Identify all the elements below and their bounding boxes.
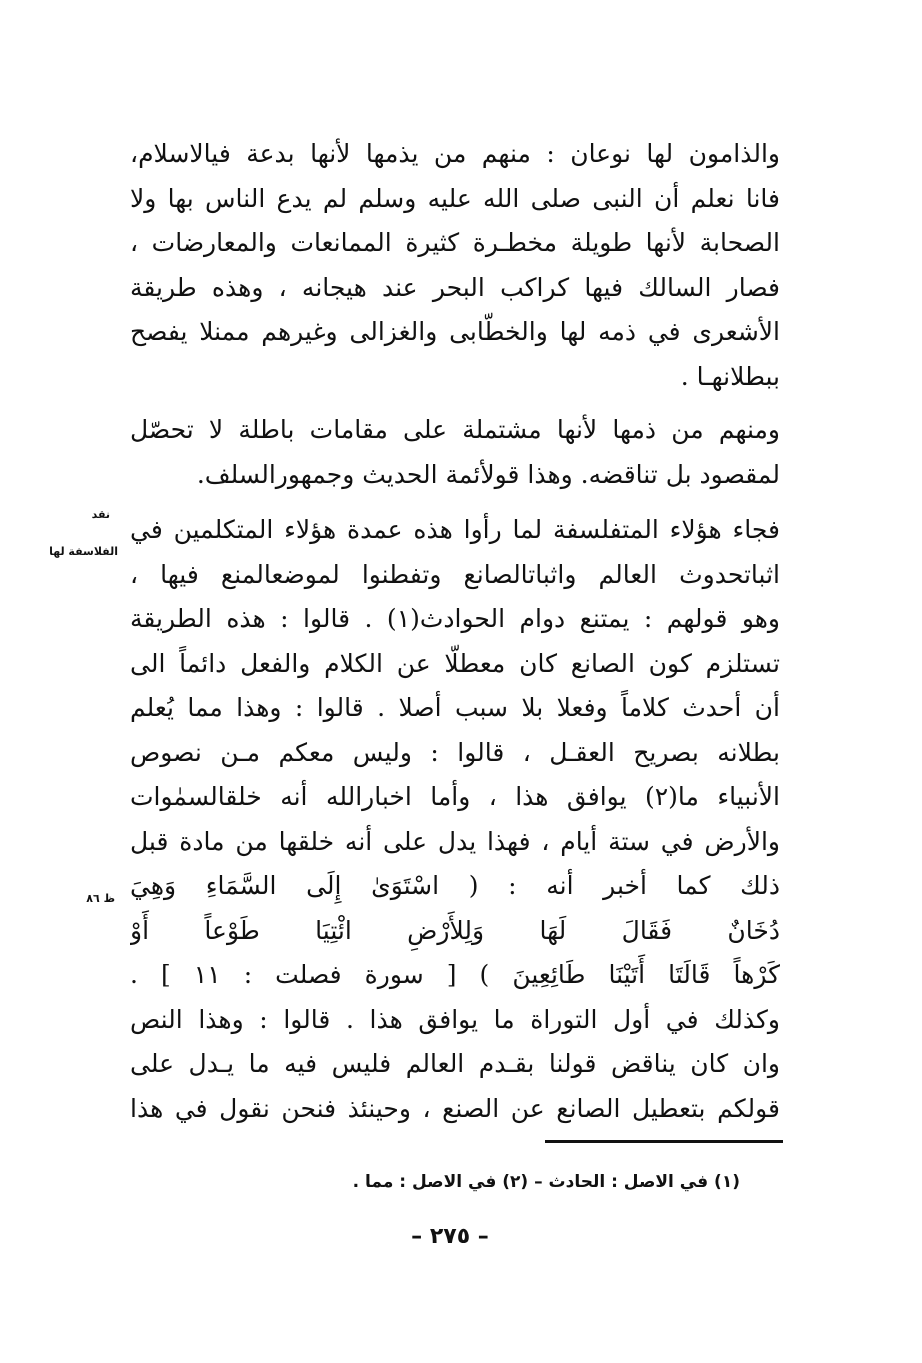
text-line: قولكم بتعطيل الصانع عن الصنع ، وحينئذ فنحن نقول في هذا <box>130 1093 780 1123</box>
footnote-separator <box>545 1140 783 1143</box>
paragraph-3 <box>130 508 780 1131</box>
text-line: والذامون لها نوعان : منهم من يذمها لأنها بدعة فيالاسلام، <box>130 139 780 168</box>
margin-note-critique: نقد <box>91 508 110 521</box>
margin-note-folio: ظ ٨٦ <box>86 892 115 905</box>
text-line: وان كان يناقض قولنا بقـدم العالم فليس فيه ما يـدل على <box>130 1049 780 1078</box>
paragraph-2 <box>130 408 780 497</box>
text-line: فانا نعلم أن النبى صلى الله عليه وسلم لم يدع الناس بها ولا <box>130 183 780 213</box>
text-line: ببطلانهـا . <box>680 361 780 391</box>
text-line: أن أحدث كلاماً وفعلا بلا سبب أصلا . قالوا : وهذا مما يُعلم <box>130 693 780 722</box>
page-number: – ٢٧٥ – <box>411 1224 489 1249</box>
text-line: والأرض في ستة أيام ، فهذا يدل على أنه خلقها من مادة قبل <box>130 826 780 856</box>
text-line: بطلانه بصريح العقـل ، قالوا : وليس معكم مـن نصوص <box>130 737 780 767</box>
text-line: فصار السالك فيها كراكب البحر عند هيجانه ، وهذه طريقة <box>130 272 780 302</box>
text-line: الصحابة لأنها طويلة مخطـرة كثيرة الممانعات والمعارضات ، <box>130 228 780 257</box>
text-line: وهو قولهم : يمتنع دوام الحوادث(١) . قالوا : هذه الطريقة <box>130 604 780 633</box>
quran-verse-line: ذلك كما أخبر أنه : ( اسْتَوَىٰ إِلَى السَّمَاءِ وَهِيَ <box>130 871 780 900</box>
text-line: الأنبياء ما(٢) يوافق هذا ، وأما اخبارالله أنه خلقالسمٰوات <box>130 782 780 811</box>
text-line: فجاء هؤلاء المتفلسفة لما رأوا هذه عمدة هؤلاء المتكلمين في <box>130 515 780 544</box>
text-line: الأشعرى في ذمه لها والخطّابى والغزالى وغيرهم ممنلا يفصح <box>130 317 780 346</box>
text-line: لمقصود بل تناقضه. وهذا قولأئمة الحديث وجمهورالسلف. <box>196 459 780 489</box>
text-line: اثباتحدوث العالم واثباتالصانع وتفطنوا لموضعالمنع فيها ، <box>130 559 780 589</box>
text-line: تستلزم كون الصانع كان معطلّا عن الكلام والفعل دائماً الى <box>130 648 780 678</box>
footnote: (١) في الاصل : الحادث – (٢) في الاصل : مما . <box>352 1172 740 1192</box>
quran-verse-line: دُخَانٌ فَقَالَ لَهَا وَلِلأَرْضِ ائْتِيَا طَوْعاً أَوْ <box>130 915 780 945</box>
text-line: وكذلك في أول التوراة ما يوافق هذا . قالوا : وهذا النص <box>130 1004 780 1034</box>
paragraph-1 <box>130 132 780 399</box>
margin-note-philosophers: الفلاسفة لها <box>49 545 118 558</box>
text-line: ومنهم من ذمها لأنها مشتملة على مقامات باطلة لا تحصّل <box>130 415 780 444</box>
quran-verse-line: كَرْهاً قَالَتَا أَتَيْنَا طَائِعِينَ ) [ سورة فصلت : ١١ ] . <box>130 960 780 989</box>
